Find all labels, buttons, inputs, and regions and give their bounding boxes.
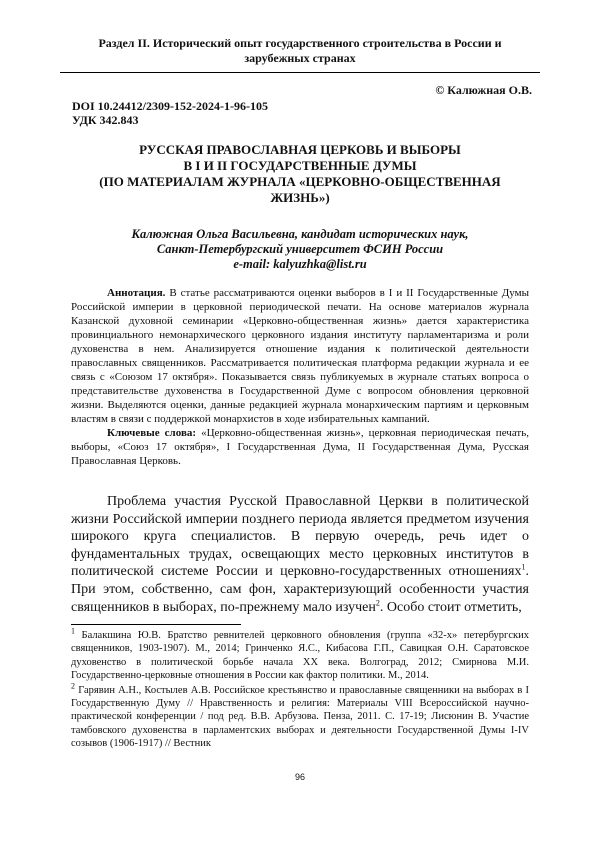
copyright-line: © Калюжная О.В. bbox=[435, 83, 532, 97]
author-block bbox=[60, 227, 540, 272]
keywords-label: Ключевые слова: bbox=[107, 427, 197, 439]
footnote-2 bbox=[71, 681, 529, 751]
footnotes bbox=[71, 626, 529, 752]
running-header bbox=[60, 36, 540, 66]
keywords-text: «Церковно-общественная жизнь», церковная периодическая печать, выборы, «Союз 17 октября», I Государственная Дума, II Государственная Дума, Русская Православная Церковь. bbox=[71, 427, 530, 467]
abstract-paragraph bbox=[71, 286, 529, 426]
author-name: Калюжная Ольга Васильевна, кандидат исторических наук, bbox=[131, 227, 469, 241]
author-email: e-mail: kalyuzhka@list.ru bbox=[233, 257, 367, 271]
title-line-3: (ПО МАТЕРИАЛАМ ЖУРНАЛА «ЦЕРКОВНО-ОБЩЕСТВЕННАЯ bbox=[99, 174, 501, 189]
body-text-part-1: Проблема участия Русской Православной Церкви в политической жизни Российской империи позднего периода является предметом изучения широкого круга специалистов. В первую очередь, речь идет о фундаментальных трудах, освещающих место церковных институтов в политической системе России и церковно-государственных отношениях bbox=[71, 494, 529, 580]
keywords-paragraph bbox=[71, 426, 529, 468]
footnote-1-mark: 1 bbox=[71, 626, 75, 636]
title-line-4: ЖИЗНЬ») bbox=[270, 190, 330, 205]
doi: DOI 10.24412/2309-152-2024-1-96-105 bbox=[72, 99, 268, 113]
body-paragraph bbox=[71, 493, 529, 616]
footnote-2-text: Гарявин А.Н., Костылев А.В. Российское крестьянство и православные священники на выборах в I Государственную Думу // Нравственность и религия: Материалы VIII Всероссийской научно-практической конференции / под ред. В.В. Арбузова. Пенза, 2011. С. 17-19; Лисюнин В. Участие тамбовского духовенства в парламентских выборах и деятельности Государственной Думы I-IV созывов (1906-1917) // Вестник bbox=[71, 684, 529, 750]
footnote-ref-2[interactable]: 2 bbox=[375, 597, 380, 607]
author-affiliation: Санкт-Петербургский университет ФСИН России bbox=[156, 242, 444, 256]
footnote-1-text: Балакшина Ю.В. Братство ревнителей церковного обновления (группа «32-х» петербургских священников, 1903-1907). М., 2014; Гринченко Я.С., Кибасова Г.П., Савицкая О.Н. Саратовское духовенство в политической борьбе начала XX века. Волгоград, 2012; Смирнова М.И. Государственно-церковные отношения в России как фактор политики. М., 2014. bbox=[71, 630, 529, 682]
abstract-label: Аннотация. bbox=[107, 287, 166, 299]
abstract-text: В статье рассматриваются оценки выборов в I и II Государственные Думы Российской империи в церковной периодической печати. На основе материалов журнала Казанской духовной семинарии «Церковно-общественная жизнь» дается характеристика провинциального немонархического церковного издания институту парламентаризма и роли духовенства в нем. Анализируется отношение издания к политической деятельности православных священников. Рассматривается политическая платформа редакции журнала и ее связь с «Союзом 17 октября». Показывается связь публикуемых в журнале статьях вопроса о представительстве духовенства в Государственной Думе с вопросом обновления церковной жизни. Выделяются оценки, данные редакцией журнала монархическим партиям и церковным властям в связи с поддержкой монархистов в ходе избирательных кампаний. bbox=[71, 287, 529, 425]
page-number: 96 bbox=[294, 772, 305, 782]
body-text bbox=[71, 493, 529, 616]
abstract-block bbox=[71, 286, 529, 468]
footnote-ref-1[interactable]: 1 bbox=[521, 562, 526, 572]
body-text-part-2: . При этом, собственно, сам фон, характеризующий особенности участия священников в выборах, по-прежнему мало изучен bbox=[71, 564, 529, 615]
article-identifiers bbox=[72, 99, 268, 127]
header-divider bbox=[60, 72, 540, 73]
body-text-part-3: . Особо стоит отметить, bbox=[379, 599, 522, 615]
title-line-2: В I И II ГОСУДАРСТВЕННЫЕ ДУМЫ bbox=[183, 158, 417, 173]
running-header-line-1: Раздел II. Исторический опыт государственного строительства в России и bbox=[98, 36, 502, 50]
title-line-1: РУССКАЯ ПРАВОСЛАВНАЯ ЦЕРКОВЬ И ВЫБОРЫ bbox=[139, 142, 461, 157]
article-title bbox=[60, 142, 540, 206]
footnote-divider bbox=[71, 624, 241, 625]
footnote-2-mark: 2 bbox=[71, 681, 75, 691]
running-header-line-2: зарубежных странах bbox=[244, 51, 356, 65]
footnote-1 bbox=[71, 626, 529, 683]
udc: УДК 342.843 bbox=[72, 113, 139, 127]
